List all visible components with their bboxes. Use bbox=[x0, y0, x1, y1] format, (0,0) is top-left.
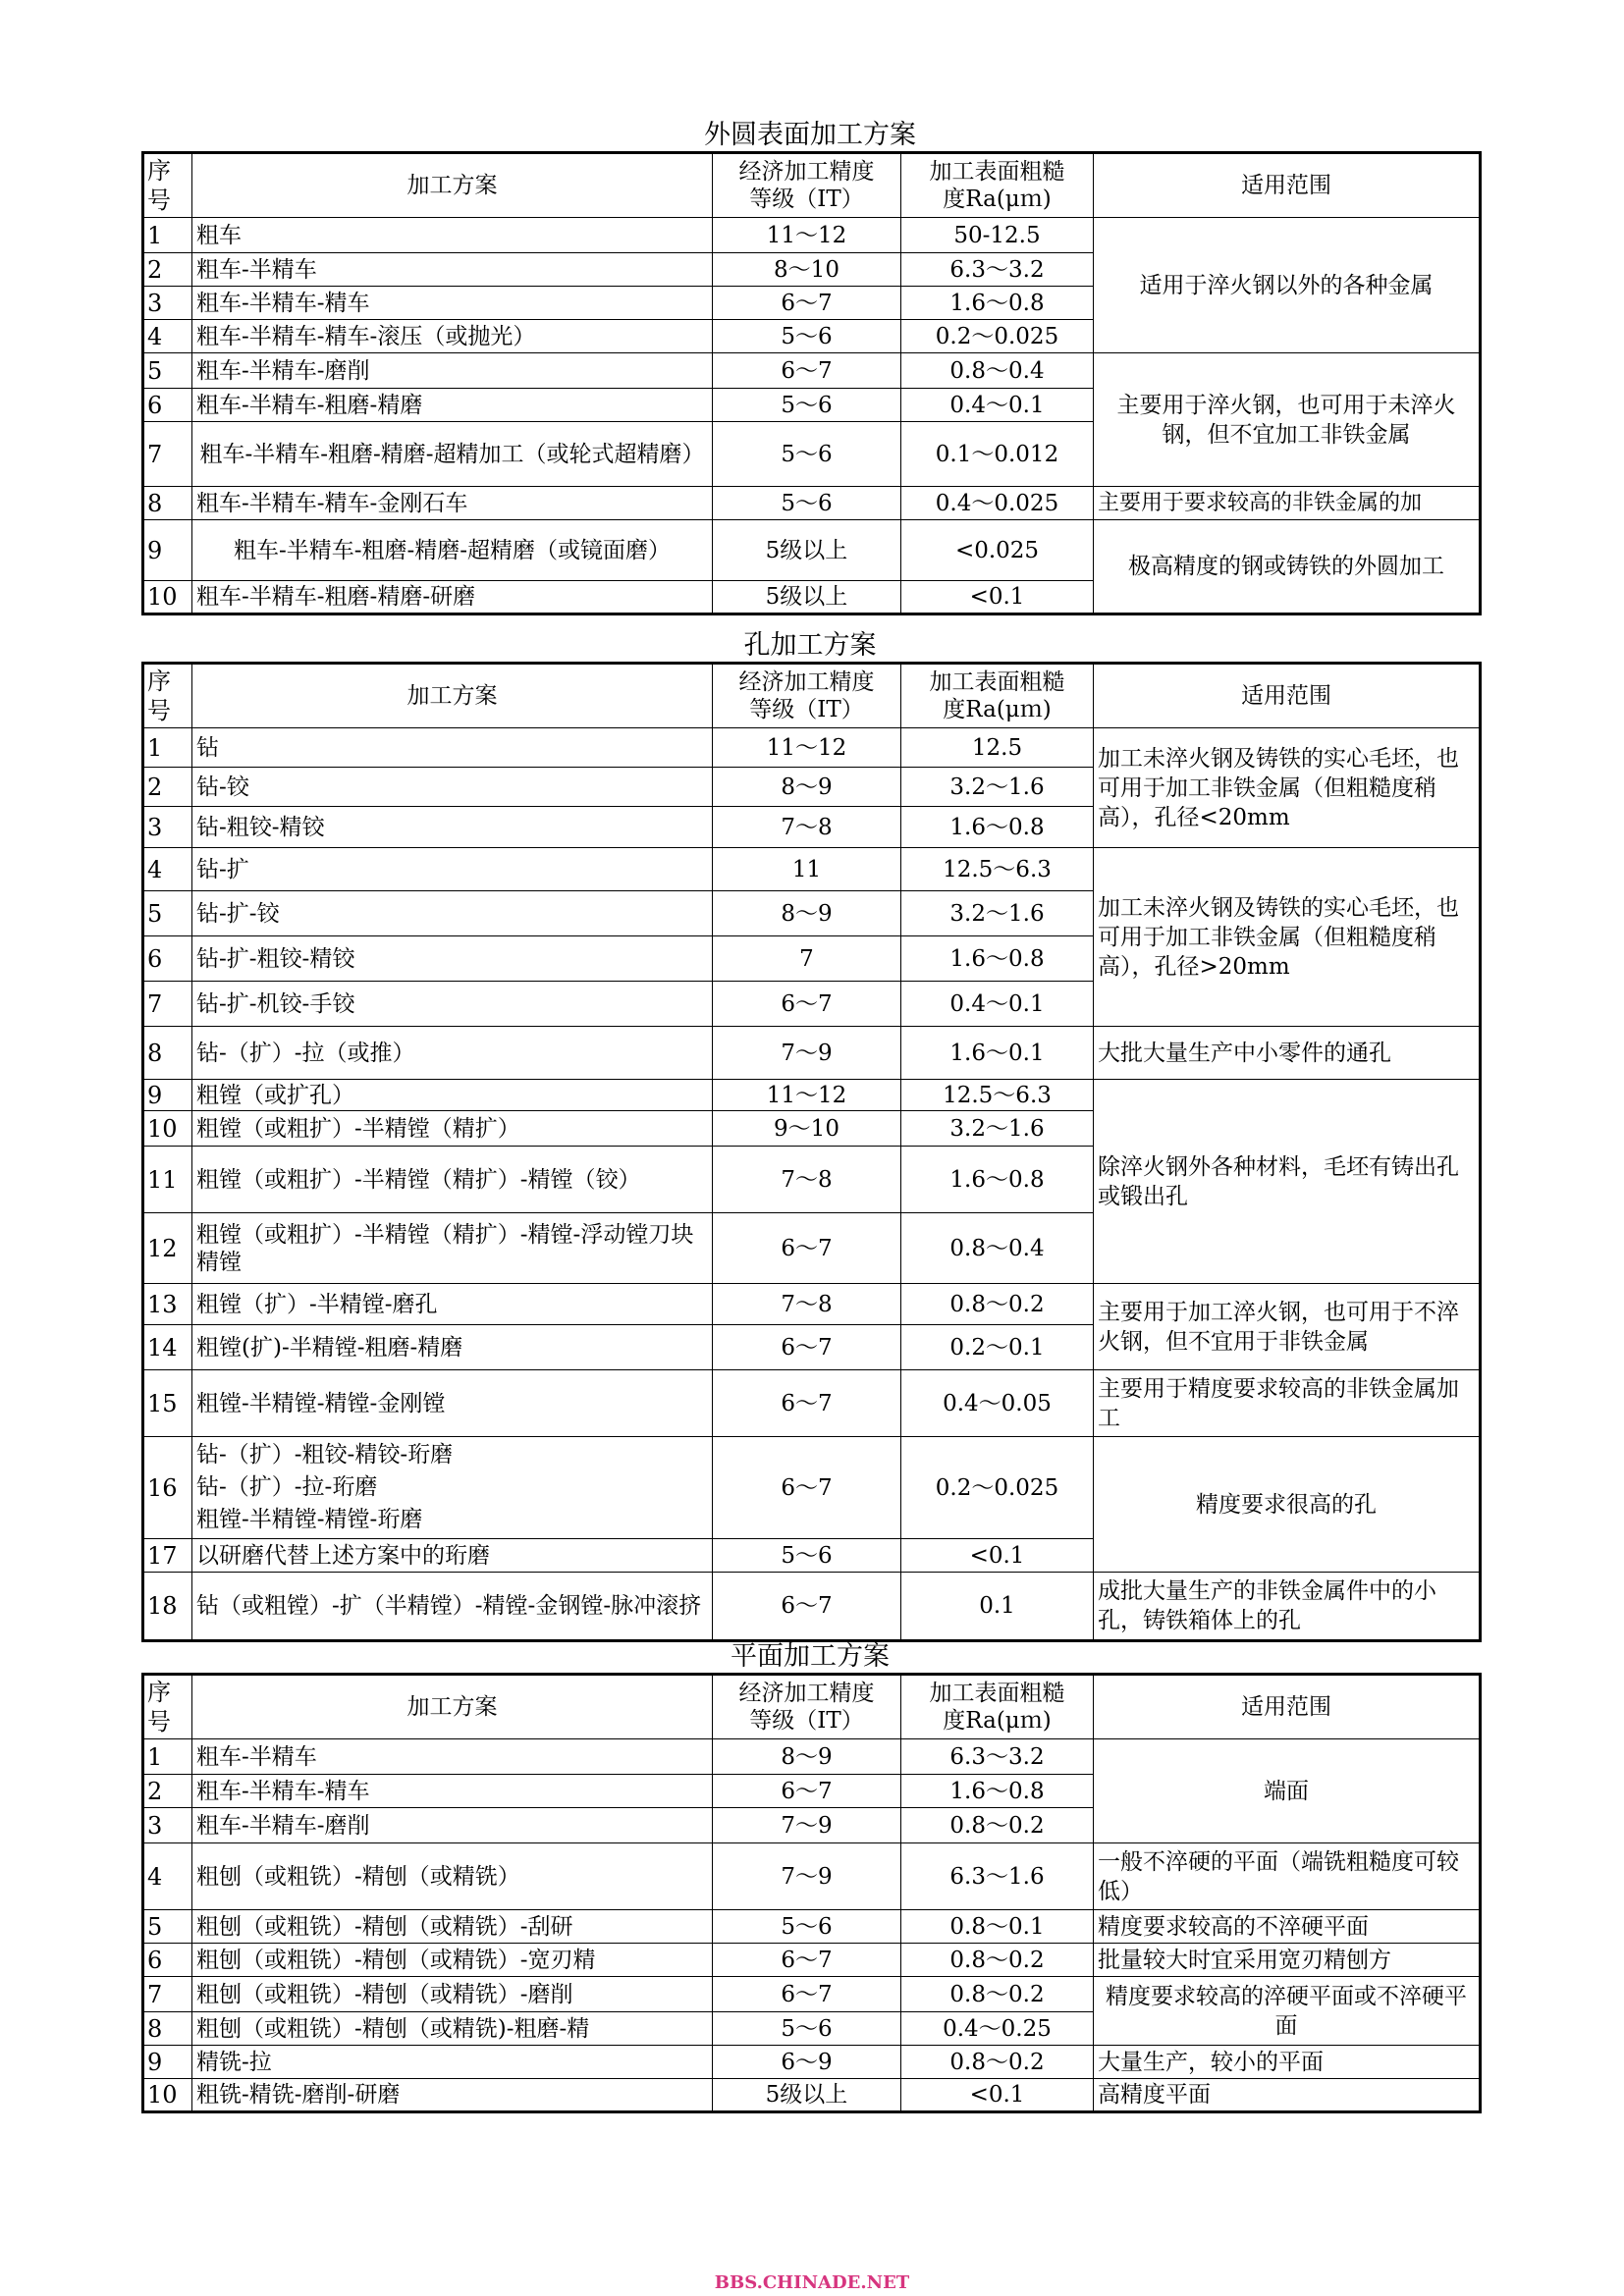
table-row bbox=[143, 1977, 1481, 2012]
table-row bbox=[143, 728, 1481, 768]
row-ra: 0.8～0.2 bbox=[901, 2046, 1094, 2079]
row-no: 18 bbox=[143, 1573, 192, 1641]
row-no: 12 bbox=[143, 1213, 192, 1284]
row-plan: 粗车-半精车-磨削 bbox=[192, 353, 713, 389]
row-no: 7 bbox=[143, 1977, 192, 2012]
row-it: 5～6 bbox=[713, 389, 901, 422]
header-roughness: 加工表面粗糙 度Ra(μｍ) bbox=[901, 153, 1094, 218]
row-it: 11 bbox=[713, 848, 901, 891]
row-ra: 0.4～0.1 bbox=[901, 982, 1094, 1027]
table-row bbox=[143, 2079, 1481, 2112]
row-ra: 0.2～0.025 bbox=[901, 1437, 1094, 1539]
row-ra: 0.8～0.4 bbox=[901, 1213, 1094, 1284]
row-ra: <0.1 bbox=[901, 2079, 1094, 2112]
row-ra: 50-12.5 bbox=[901, 218, 1094, 253]
row-ra: 1.6～0.8 bbox=[901, 1775, 1094, 1808]
row-it: 5～6 bbox=[713, 487, 901, 520]
table-row bbox=[143, 1843, 1481, 1910]
row-plan: 钻（或粗镗）-扩（半精镗）-精镗-金钢镗-脉冲滚挤 bbox=[192, 1573, 713, 1641]
row-ra: 1.6～0.1 bbox=[901, 1027, 1094, 1080]
row-plan: 钻-（扩）-拉（或推） bbox=[192, 1027, 713, 1080]
row-no: 13 bbox=[143, 1284, 192, 1325]
row-no: 7 bbox=[143, 422, 192, 487]
header-row bbox=[143, 664, 1481, 728]
row-no: 1 bbox=[143, 1739, 192, 1775]
row-ra: 0.2～0.1 bbox=[901, 1325, 1094, 1370]
row-plan: 粗车-半精车-精车 bbox=[192, 1775, 713, 1808]
row-plan: 粗镗（或扩孔） bbox=[192, 1080, 713, 1111]
table-row bbox=[143, 1370, 1481, 1437]
table-row bbox=[143, 1027, 1481, 1080]
row-plan: 粗镗（或粗扩）-半精镗（精扩） bbox=[192, 1111, 713, 1147]
header-precision: 经济加工精度 等级（IT） bbox=[713, 153, 901, 218]
row-it: 11～12 bbox=[713, 1080, 901, 1111]
row-it: 6～7 bbox=[713, 287, 901, 320]
row-ra: 0.1～0.012 bbox=[901, 422, 1094, 487]
header-row bbox=[143, 1675, 1481, 1739]
section-hole bbox=[141, 630, 1479, 1642]
table-row bbox=[143, 1080, 1481, 1111]
row-scope: 主要用于精度要求较高的非铁金属加工 bbox=[1094, 1370, 1481, 1437]
section-title: 平面加工方案 bbox=[731, 1641, 890, 1672]
row-scope: 适用于淬火钢以外的各种金属 bbox=[1094, 218, 1481, 353]
header-plan: 加工方案 bbox=[192, 664, 713, 728]
row-ra: 0.8～0.4 bbox=[901, 353, 1094, 389]
row-scope: 加工未淬火钢及铸铁的实心毛坯，也可用于加工非铁金属（但粗糙度稍高），孔径<20mm bbox=[1094, 728, 1481, 848]
row-no: 4 bbox=[143, 320, 192, 353]
row-it: 5级以上 bbox=[713, 581, 901, 614]
row-plan: 粗车-半精车-粗磨-精磨-研磨 bbox=[192, 581, 713, 614]
row-plan: 粗刨（或粗铣）-精刨（或精铣） bbox=[192, 1843, 713, 1910]
row-no: 2 bbox=[143, 1775, 192, 1808]
row-it: 7～8 bbox=[713, 1147, 901, 1213]
row-plan: 粗镗（或粗扩）-半精镗（精扩）-精镗（铰） bbox=[192, 1147, 713, 1213]
row-scope: 高精度平面 bbox=[1094, 2079, 1481, 2112]
row-it: 8～9 bbox=[713, 768, 901, 807]
row-no: 6 bbox=[143, 936, 192, 982]
row-ra: 3.2～1.6 bbox=[901, 891, 1094, 936]
table-row bbox=[143, 487, 1481, 520]
table-row bbox=[143, 1437, 1481, 1539]
row-no: 1 bbox=[143, 728, 192, 768]
table-row bbox=[143, 353, 1481, 389]
row-scope: 主要用于加工淬火钢，也可用于不淬火钢，但不宜用于非铁金属 bbox=[1094, 1284, 1481, 1370]
row-it: 7～9 bbox=[713, 1843, 901, 1910]
row-no: 10 bbox=[143, 581, 192, 614]
row-scope: 精度要求较高的不淬硬平面 bbox=[1094, 1910, 1481, 1944]
row-plan: 钻-粗铰-精铰 bbox=[192, 807, 713, 848]
row-ra: 6.3～3.2 bbox=[901, 1739, 1094, 1775]
row-plan: 粗车-半精车-磨削 bbox=[192, 1808, 713, 1843]
row-ra: 0.8～0.2 bbox=[901, 1808, 1094, 1843]
row-it: 7 bbox=[713, 936, 901, 982]
header-precision: 经济加工精度 等级（IT） bbox=[713, 1675, 901, 1739]
row-plan: 粗刨（或粗铣）-精刨（或精铣）-宽刃精 bbox=[192, 1944, 713, 1977]
row-it: 6～7 bbox=[713, 1775, 901, 1808]
row-scope: 极高精度的钢或铸铁的外圆加工 bbox=[1094, 520, 1481, 614]
row-ra: 1.6～0.8 bbox=[901, 807, 1094, 848]
row-ra: <0.025 bbox=[901, 520, 1094, 581]
row-ra: 1.6～0.8 bbox=[901, 936, 1094, 982]
table-row bbox=[143, 520, 1481, 581]
row-plan: 粗车-半精车-精车-滚压（或抛光） bbox=[192, 320, 713, 353]
table-row bbox=[143, 1944, 1481, 1977]
row-ra: 3.2～1.6 bbox=[901, 1111, 1094, 1147]
row-it: 6～7 bbox=[713, 1944, 901, 1977]
row-no: 16 bbox=[143, 1437, 192, 1539]
table-row bbox=[143, 848, 1481, 891]
row-it: 6～7 bbox=[713, 1325, 901, 1370]
row-no: 1 bbox=[143, 218, 192, 253]
hole-table bbox=[141, 662, 1482, 1642]
row-it: 11～12 bbox=[713, 218, 901, 253]
row-ra: 0.1 bbox=[901, 1573, 1094, 1641]
header-no: 序 号 bbox=[143, 664, 192, 728]
table-row bbox=[143, 1573, 1481, 1641]
row-it: 11～12 bbox=[713, 728, 901, 768]
row-plan: 粗车-半精车-粗磨-精磨-超精磨（或镜面磨） bbox=[192, 520, 713, 581]
row-no: 17 bbox=[143, 1539, 192, 1573]
header-roughness: 加工表面粗糙 度Ra(μｍ) bbox=[901, 664, 1094, 728]
row-scope: 端面 bbox=[1094, 1739, 1481, 1843]
row-scope: 大批大量生产中小零件的通孔 bbox=[1094, 1027, 1481, 1080]
row-plan: 钻-扩-机铰-手铰 bbox=[192, 982, 713, 1027]
row-ra: 12.5～6.3 bbox=[901, 1080, 1094, 1111]
row-plan: 粗刨（或粗铣）-精刨（或精铣)-粗磨-精 bbox=[192, 2012, 713, 2046]
row-no: 10 bbox=[143, 1111, 192, 1147]
row-it: 7～8 bbox=[713, 807, 901, 848]
row-it: 6～7 bbox=[713, 1370, 901, 1437]
row-no: 3 bbox=[143, 807, 192, 848]
row-ra: 1.6～0.8 bbox=[901, 287, 1094, 320]
row-scope: 除淬火钢外各种材料，毛坯有铸出孔或锻出孔 bbox=[1094, 1080, 1481, 1284]
row-plan: 粗铣-精铣-磨削-研磨 bbox=[192, 2079, 713, 2112]
row-no: 11 bbox=[143, 1147, 192, 1213]
row-it: 5～6 bbox=[713, 1910, 901, 1944]
row-scope: 大量生产，较小的平面 bbox=[1094, 2046, 1481, 2079]
row-ra: 0.8～0.2 bbox=[901, 1944, 1094, 1977]
row-it: 5～6 bbox=[713, 320, 901, 353]
header-precision: 经济加工精度 等级（IT） bbox=[713, 664, 901, 728]
row-no: 5 bbox=[143, 1910, 192, 1944]
row-it: 8～10 bbox=[713, 253, 901, 287]
row-no: 5 bbox=[143, 353, 192, 389]
row-ra: 0.4～0.1 bbox=[901, 389, 1094, 422]
row-plan: 粗刨（或粗铣）-精刨（或精铣）-刮研 bbox=[192, 1910, 713, 1944]
section-title: 外圆表面加工方案 bbox=[704, 120, 916, 150]
row-it: 6～9 bbox=[713, 2046, 901, 2079]
row-plan: 粗车-半精车-粗磨-精磨-超精加工（或轮式超精磨） bbox=[192, 422, 713, 487]
header-roughness: 加工表面粗糙 度Ra(μｍ) bbox=[901, 1675, 1094, 1739]
row-ra: 3.2～1.6 bbox=[901, 768, 1094, 807]
row-it: 5～6 bbox=[713, 2012, 901, 2046]
section-title: 孔加工方案 bbox=[743, 630, 877, 661]
row-no: 9 bbox=[143, 1080, 192, 1111]
row-no: 15 bbox=[143, 1370, 192, 1437]
row-plan: 粗车-半精车-精车 bbox=[192, 287, 713, 320]
row-it: 7～8 bbox=[713, 1284, 901, 1325]
row-it: 8～9 bbox=[713, 891, 901, 936]
row-plan: 粗镗（扩）-半精镗-磨孔 bbox=[192, 1284, 713, 1325]
row-ra: 0.2～0.025 bbox=[901, 320, 1094, 353]
row-it: 6～7 bbox=[713, 1213, 901, 1284]
row-no: 6 bbox=[143, 1944, 192, 1977]
row-it: 7～9 bbox=[713, 1027, 901, 1080]
header-plan: 加工方案 bbox=[192, 153, 713, 218]
table-row bbox=[143, 218, 1481, 253]
row-plan: 钻-（扩）-粗铰-精铰-珩磨 钻-（扩）-拉-珩磨 粗镗-半精镗-精镗-珩磨 bbox=[192, 1437, 713, 1539]
row-it: 9～10 bbox=[713, 1111, 901, 1147]
row-plan: 粗镗（或粗扩）-半精镗（精扩）-精镗-浮动镗刀块精镗 bbox=[192, 1213, 713, 1284]
plane-table bbox=[141, 1673, 1482, 2113]
table-row bbox=[143, 1284, 1481, 1325]
row-no: 6 bbox=[143, 389, 192, 422]
row-ra: 1.6～0.8 bbox=[901, 1147, 1094, 1213]
header-no: 序 号 bbox=[143, 153, 192, 218]
row-ra: 6.3～3.2 bbox=[901, 253, 1094, 287]
header-no: 序 号 bbox=[143, 1675, 192, 1739]
section-outer-surface bbox=[141, 120, 1479, 615]
row-plan: 以研磨代替上述方案中的珩磨 bbox=[192, 1539, 713, 1573]
row-no: 9 bbox=[143, 2046, 192, 2079]
table-row bbox=[143, 1739, 1481, 1775]
header-scope: 适用范围 bbox=[1094, 153, 1481, 218]
row-scope: 主要用于要求较高的非铁金属的加 bbox=[1094, 487, 1481, 520]
row-scope: 加工未淬火钢及铸铁的实心毛坯，也可用于加工非铁金属（但粗糙度稍高），孔径>20mm bbox=[1094, 848, 1481, 1027]
row-plan: 粗车-半精车-精车-金刚石车 bbox=[192, 487, 713, 520]
row-plan: 钻 bbox=[192, 728, 713, 768]
row-it: 5～6 bbox=[713, 422, 901, 487]
watermark-footer: BBS.CHINADE.NET bbox=[714, 2272, 910, 2293]
row-it: 6～7 bbox=[713, 1977, 901, 2012]
row-no: 4 bbox=[143, 1843, 192, 1910]
row-no: 3 bbox=[143, 1808, 192, 1843]
row-scope: 主要用于淬火钢，也可用于未淬火钢，但不宜加工非铁金属 bbox=[1094, 353, 1481, 487]
row-it: 6～7 bbox=[713, 982, 901, 1027]
row-ra: 0.8～0.2 bbox=[901, 1284, 1094, 1325]
row-no: 10 bbox=[143, 2079, 192, 2112]
row-ra: 12.5～6.3 bbox=[901, 848, 1094, 891]
row-no: 2 bbox=[143, 253, 192, 287]
row-plan: 粗镗-半精镗-精镗-金刚镗 bbox=[192, 1370, 713, 1437]
row-plan: 钻-扩-铰 bbox=[192, 891, 713, 936]
row-plan: 粗车 bbox=[192, 218, 713, 253]
row-ra: <0.1 bbox=[901, 1539, 1094, 1573]
row-no: 4 bbox=[143, 848, 192, 891]
row-ra: 12.5 bbox=[901, 728, 1094, 768]
row-scope: 精度要求较高的淬硬平面或不淬硬平面 bbox=[1094, 1977, 1481, 2046]
row-plan: 钻-铰 bbox=[192, 768, 713, 807]
row-scope: 一般不淬硬的平面（端铣粗糙度可较低） bbox=[1094, 1843, 1481, 1910]
row-it: 8～9 bbox=[713, 1739, 901, 1775]
row-it: 5～6 bbox=[713, 1539, 901, 1573]
table-row bbox=[143, 1910, 1481, 1944]
header-scope: 适用范围 bbox=[1094, 664, 1481, 728]
row-ra: 0.4～0.025 bbox=[901, 487, 1094, 520]
row-plan: 粗镗(扩)-半精镗-粗磨-精磨 bbox=[192, 1325, 713, 1370]
row-scope: 成批大量生产的非铁金属件中的小孔，铸铁箱体上的孔 bbox=[1094, 1573, 1481, 1641]
row-plan: 钻-扩 bbox=[192, 848, 713, 891]
row-no: 9 bbox=[143, 520, 192, 581]
row-scope: 批量较大时宜采用宽刃精刨方 bbox=[1094, 1944, 1481, 1977]
outer-surface-table bbox=[141, 151, 1482, 615]
row-it: 5级以上 bbox=[713, 520, 901, 581]
row-no: 8 bbox=[143, 2012, 192, 2046]
row-ra: 0.8～0.2 bbox=[901, 1977, 1094, 2012]
row-plan: 粗车-半精车 bbox=[192, 1739, 713, 1775]
row-it: 7～9 bbox=[713, 1808, 901, 1843]
row-no: 8 bbox=[143, 1027, 192, 1080]
header-plan: 加工方案 bbox=[192, 1675, 713, 1739]
table-row bbox=[143, 2046, 1481, 2079]
row-ra: <0.1 bbox=[901, 581, 1094, 614]
header-row bbox=[143, 153, 1481, 218]
row-plan: 粗刨（或粗铣）-精刨（或精铣）-磨削 bbox=[192, 1977, 713, 2012]
row-it: 6～7 bbox=[713, 1437, 901, 1539]
row-ra: 6.3～1.6 bbox=[901, 1843, 1094, 1910]
row-it: 5级以上 bbox=[713, 2079, 901, 2112]
row-ra: 0.4～0.25 bbox=[901, 2012, 1094, 2046]
row-plan: 粗车-半精车 bbox=[192, 253, 713, 287]
row-no: 8 bbox=[143, 487, 192, 520]
row-ra: 0.4～0.05 bbox=[901, 1370, 1094, 1437]
row-no: 2 bbox=[143, 768, 192, 807]
row-ra: 0.8～0.1 bbox=[901, 1910, 1094, 1944]
header-scope: 适用范围 bbox=[1094, 1675, 1481, 1739]
row-no: 3 bbox=[143, 287, 192, 320]
row-plan: 钻-扩-粗铰-精铰 bbox=[192, 936, 713, 982]
row-scope: 精度要求很高的孔 bbox=[1094, 1437, 1481, 1573]
row-it: 6～7 bbox=[713, 1573, 901, 1641]
row-no: 14 bbox=[143, 1325, 192, 1370]
row-plan: 精铣-拉 bbox=[192, 2046, 713, 2079]
row-it: 6～7 bbox=[713, 353, 901, 389]
section-plane bbox=[141, 1641, 1479, 2113]
row-no: 5 bbox=[143, 891, 192, 936]
row-plan: 粗车-半精车-粗磨-精磨 bbox=[192, 389, 713, 422]
row-no: 7 bbox=[143, 982, 192, 1027]
